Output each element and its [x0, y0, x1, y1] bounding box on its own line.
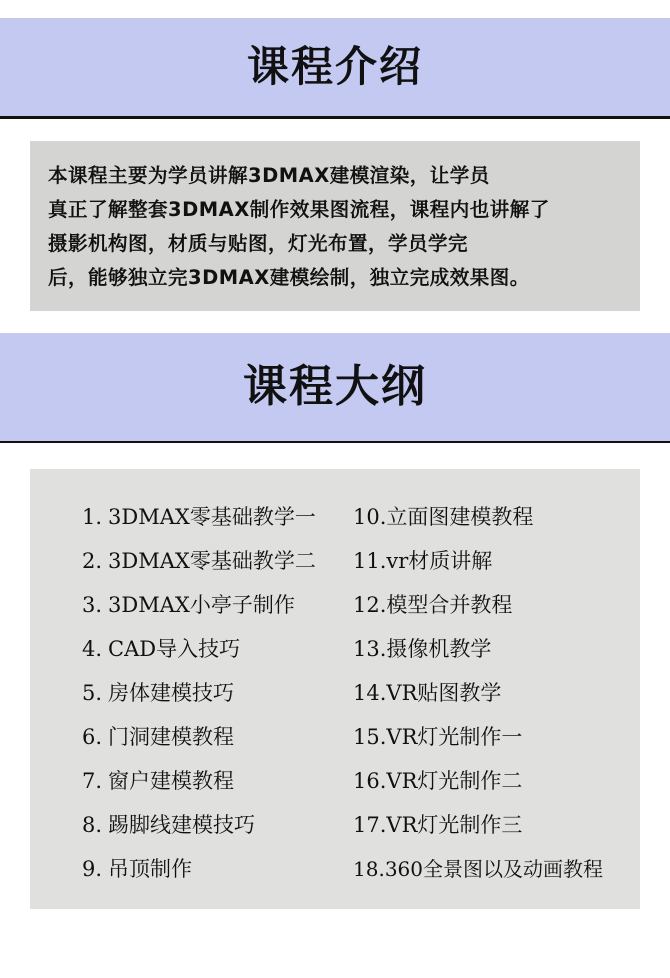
outline-item-number: 8.: [82, 813, 103, 837]
intro-line: 摄影机构图，材质与贴图，灯光布置，学员学完: [48, 232, 469, 255]
outline-item-label: 3DMAX零基础教学一: [108, 505, 316, 529]
outline-item-label: 门洞建模教程: [108, 725, 234, 749]
course-intro-panel-wrapper: [0, 119, 670, 311]
course-outline-panel-wrapper: [0, 443, 670, 909]
outline-item-number: 3.: [82, 593, 103, 617]
outline-item-label: VR贴图教学: [386, 681, 502, 705]
outline-item-label: 房体建模技巧: [108, 681, 234, 705]
course-intro-panel: [30, 141, 640, 311]
outline-item-number: 15.: [353, 725, 387, 749]
outline-item: [353, 539, 630, 583]
outline-item-number: 4.: [82, 637, 103, 661]
outline-item-label: VR灯光制作三: [386, 813, 523, 837]
outline-item: [82, 803, 335, 847]
outline-item-number: 11.: [353, 549, 387, 573]
outline-item-number: 10.: [353, 505, 387, 529]
outline-item-number: 1.: [82, 505, 103, 529]
outline-item-number: 6.: [82, 725, 103, 749]
outline-item: [82, 495, 335, 539]
outline-item: [82, 583, 335, 627]
outline-item-label: 吊顶制作: [108, 857, 192, 881]
outline-item: [353, 671, 630, 715]
outline-item-label: 立面图建模教程: [386, 505, 534, 529]
outline-item: [353, 803, 630, 847]
outline-item: [82, 847, 335, 891]
outline-item: [353, 759, 630, 803]
outline-item-label: 3DMAX小亭子制作: [108, 593, 295, 617]
outline-item-label: 3DMAX零基础教学二: [108, 549, 316, 573]
outline-item-label: 360全景图以及动画教程: [384, 857, 603, 881]
outline-item-number: 13.: [353, 637, 387, 661]
outline-item-number: 12.: [353, 593, 387, 617]
outline-item-label: vr材质讲解: [386, 549, 493, 573]
outline-item: [82, 759, 335, 803]
outline-column-right: [335, 495, 630, 891]
outline-item-label: 模型合并教程: [386, 593, 513, 617]
outline-item-number: 18.: [353, 857, 385, 881]
outline-item: [353, 715, 630, 759]
outline-item-number: 17.: [353, 813, 387, 837]
outline-item: [353, 495, 630, 539]
outline-item-number: 5.: [82, 681, 103, 705]
intro-line: 真正了解整套3DMAX制作效果图流程，课程内也讲解了: [48, 198, 550, 221]
outline-item-label: 踢脚线建模技巧: [108, 813, 255, 837]
outline-item-label: VR灯光制作一: [386, 725, 523, 749]
outline-item-number: 7.: [82, 769, 103, 793]
outline-item-label: 窗户建模教程: [108, 769, 234, 793]
outline-item-number: 14.: [353, 681, 387, 705]
outline-item: [82, 715, 335, 759]
outline-item: [82, 627, 335, 671]
outline-item-label: CAD导入技巧: [108, 637, 241, 661]
outline-item: [353, 847, 630, 891]
outline-item-number: 16.: [353, 769, 387, 793]
outline-item-label: VR灯光制作二: [386, 769, 523, 793]
intro-line: 后，能够独立完3DMAX建模绘制，独立完成效果图。: [48, 266, 530, 289]
outline-column-left: [40, 495, 335, 891]
outline-item-label: 摄像机教学: [386, 637, 492, 661]
outline-item-number: 9.: [82, 857, 103, 881]
outline-item: [353, 583, 630, 627]
outline-item: [82, 539, 335, 583]
section-banner-course-intro: 课程介绍: [0, 18, 670, 116]
outline-item: [353, 627, 630, 671]
course-outline-panel: [30, 469, 640, 909]
section-banner-course-outline: 课程大纲: [0, 333, 670, 441]
outline-item: [82, 671, 335, 715]
course-detail-page: [0, 18, 670, 978]
outline-item-number: 2.: [82, 549, 103, 573]
intro-line: 本课程主要为学员讲解3DMAX建模渲染，让学员: [48, 164, 490, 187]
